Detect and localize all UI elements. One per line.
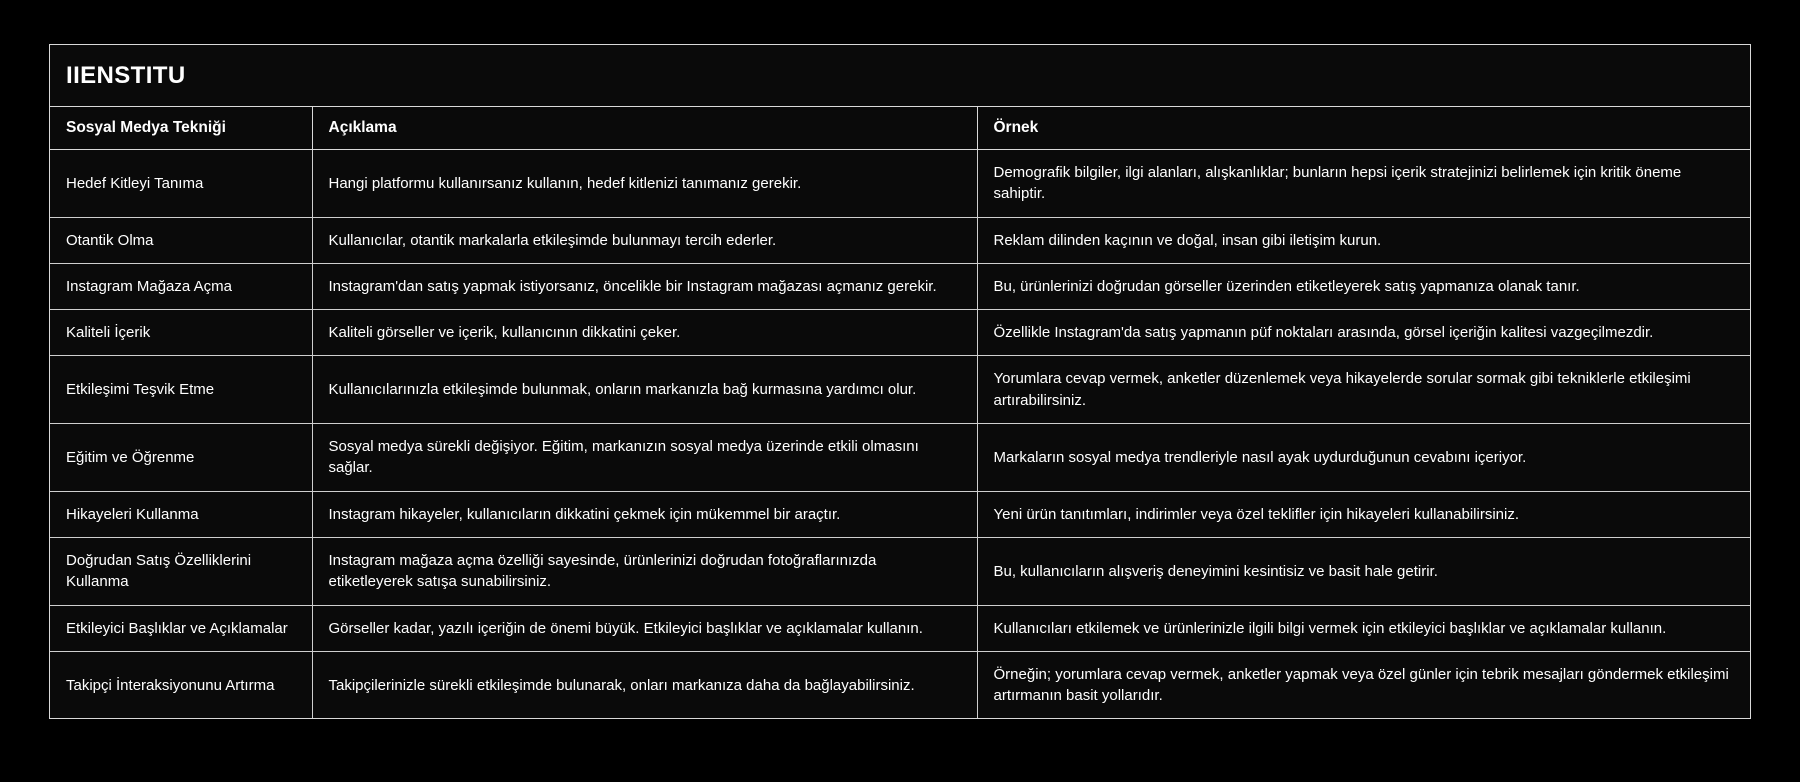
cell-description: Kaliteli görseller ve içerik, kullanıcının dikkatini çeker. [312,310,977,356]
column-header-description: Açıklama [312,107,977,150]
cell-technique: Eğitim ve Öğrenme [50,424,312,492]
cell-description: Kullanıcılarınızla etkileşimde bulunmak, onların markanızla bağ kurmasına yardımcı olur. [312,356,977,424]
cell-technique: Hedef Kitleyi Tanıma [50,150,312,218]
table-row [50,310,1750,356]
cell-description: Takipçilerinizle sürekli etkileşimde bulunarak, onları markanıza daha da bağlayabilirsiniz. [312,651,977,718]
column-header-example: Örnek [977,107,1750,150]
table-row [50,651,1750,718]
cell-technique: Instagram Mağaza Açma [50,263,312,309]
table-row [50,150,1750,218]
cell-example: Özellikle Instagram'da satış yapmanın püf noktaları arasında, görsel içeriğin kalitesi vazgeçilmezdir. [977,310,1750,356]
cell-example: Markaların sosyal medya trendleriyle nasıl ayak uydurduğunun cevabını içeriyor. [977,424,1750,492]
table-row [50,217,1750,263]
cell-example: Yorumlara cevap vermek, anketler düzenlemek veya hikayelerde sorular sormak gibi tekniklerle etkileşimi artırabilirsiniz. [977,356,1750,424]
table-row [50,491,1750,537]
cell-technique: Hikayeleri Kullanma [50,491,312,537]
cell-example: Kullanıcıları etkilemek ve ürünlerinizle ilgili bilgi vermek için etkileyici başlıklar ve açıklamalar kullanın. [977,605,1750,651]
cell-description: Kullanıcılar, otantik markalarla etkileşimde bulunmayı tercih ederler. [312,217,977,263]
table-row [50,537,1750,605]
cell-example: Bu, ürünlerinizi doğrudan görseller üzerinden etiketleyerek satış yapmanıza olanak tanır. [977,263,1750,309]
table-row [50,263,1750,309]
table-row [50,424,1750,492]
table-row [50,605,1750,651]
content-card [49,44,1751,719]
cell-description: Hangi platformu kullanırsanız kullanın, hedef kitlenizi tanımanız gerekir. [312,150,977,218]
cell-example: Demografik bilgiler, ilgi alanları, alışkanlıklar; bunların hepsi içerik stratejinizi belirlemek için kritik öneme sahiptir. [977,150,1750,218]
cell-description: Instagram'dan satış yapmak istiyorsanız, öncelikle bir Instagram mağazası açmanız gerekir. [312,263,977,309]
brand-title: IIENSTITU [66,61,186,89]
cell-technique: Kaliteli İçerik [50,310,312,356]
cell-example: Yeni ürün tanıtımları, indirimler veya özel teklifler için hikayeleri kullanabilirsiniz. [977,491,1750,537]
cell-description: Sosyal medya sürekli değişiyor. Eğitim, markanızın sosyal medya üzerinde etkili olmasını sağlar. [312,424,977,492]
cell-technique: Etkileyici Başlıklar ve Açıklamalar [50,605,312,651]
brand-header [50,45,1750,107]
cell-description: Instagram mağaza açma özelliği sayesinde, ürünlerinizi doğrudan fotoğraflarınızda etiketleyerek satışa sunabilirsiniz. [312,537,977,605]
cell-technique: Doğrudan Satış Özelliklerini Kullanma [50,537,312,605]
social-media-techniques-table [50,107,1750,718]
cell-example: Bu, kullanıcıların alışveriş deneyimini kesintisiz ve basit hale getirir. [977,537,1750,605]
cell-example: Örneğin; yorumlara cevap vermek, anketler yapmak veya özel günler için tebrik mesajları göndermek etkileşimi artırmanın basit yollarıdır. [993,665,1729,705]
table-header [50,107,1750,150]
cell-description: Görseller kadar, yazılı içeriğin de önemi büyük. Etkileyici başlıklar ve açıklamalar kullanın. [312,605,977,651]
cell-technique: Otantik Olma [50,217,312,263]
cell-description: Instagram hikayeler, kullanıcıların dikkatini çekmek için mükemmel bir araçtır. [312,491,977,537]
column-header-technique: Sosyal Medya Tekniği [50,107,312,150]
cell-technique: Takipçi İnteraksiyonunu Artırma [50,651,312,718]
table-row [50,356,1750,424]
table-body [50,150,1750,719]
table-header-row [50,107,1750,150]
cell-technique: Etkileşimi Teşvik Etme [50,356,312,424]
cell-example: Reklam dilinden kaçının ve doğal, insan gibi iletişim kurun. [977,217,1750,263]
